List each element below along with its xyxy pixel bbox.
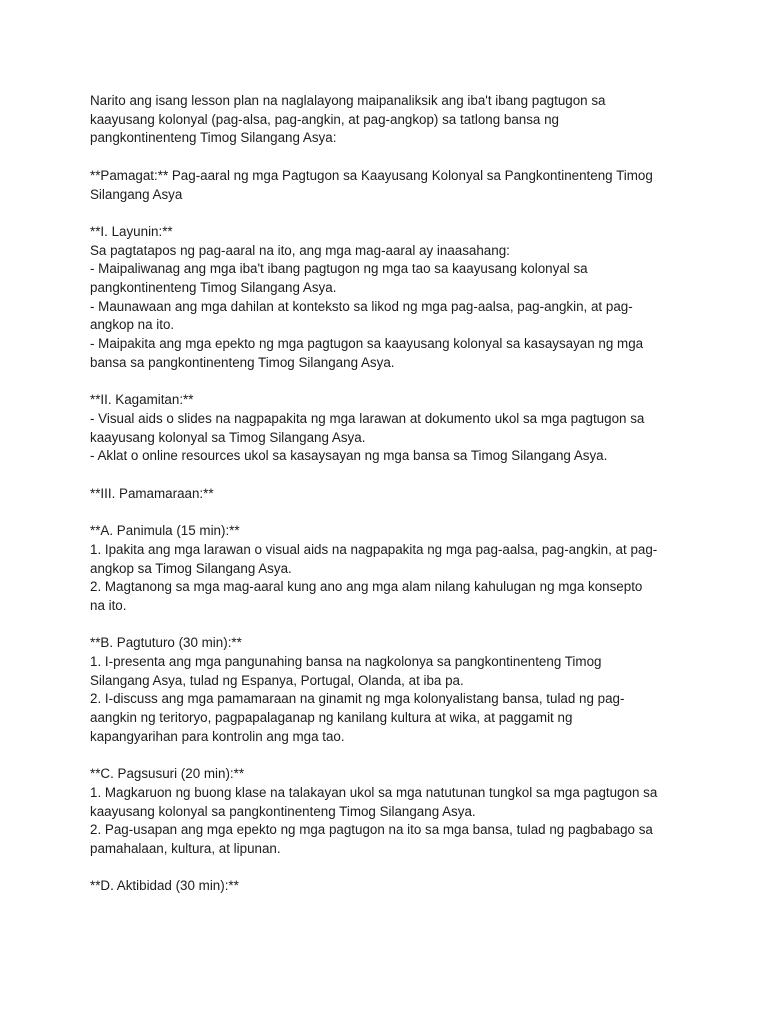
text-line: pangkontinenteng Timog Silangang Asya.	[90, 280, 337, 295]
text-line: **A. Panimula (15 min):**	[90, 523, 240, 539]
text-line: aangkin ng teritoryo, pagpapalaganap ng kanilang kultura at wika, at paggamit ng	[90, 710, 573, 726]
text-line: angkop sa Timog Silangang Asya.	[90, 560, 292, 576]
text-line: Silangang Asya	[90, 186, 183, 202]
text-line: 2. I-discuss ang mga pamamaraan na ginamit ng mga kolonyalistang bansa, tulad ng pag-	[90, 691, 625, 707]
text-line: 1. Magkaruon ng buong klase na talakayan ukol sa mga natutunan tungkol sa mga pagtugon sa	[90, 784, 658, 800]
text-line: **B. Pagtuturo (30 min):**	[90, 635, 242, 651]
text-line: pamahalaan, kultura, at lipunan.	[90, 841, 281, 857]
text-line: kaayusang kolonyal sa pangkontinenteng Timog Silangang Asya.	[90, 803, 476, 819]
document-paragraph	[90, 634, 690, 746]
text-line: **Pamagat:** Pag-aaral ng mga Pagtugon sa Kaayusang Kolonyal sa Pangkontinenteng Timog	[90, 167, 653, 183]
document-body	[90, 92, 690, 896]
document-paragraph	[90, 223, 690, 373]
text-line: 2. Magtanong sa mga mag-aaral kung ano ang mga alam nilang kahulugan ng mga konsepto	[90, 579, 643, 595]
document-paragraph	[90, 485, 690, 504]
text-line: **I. Layunin:**	[90, 223, 173, 239]
document-paragraph	[90, 391, 690, 466]
text-line: **III. Pamamaraan:**	[90, 485, 214, 501]
text-line: Narito ang isang lesson plan na naglalayong maipanaliksik ang iba't ibang pagtugon sa	[90, 93, 606, 108]
text-line: Sa pagtatapos ng pag-aaral na ito, ang mga mag-aaral ay inaasahang:	[90, 242, 510, 258]
text-line: Silangang Asya, tulad ng Espanya, Portugal, Olanda, at iba pa.	[90, 672, 464, 688]
text-line: 2. Pag-usapan ang mga epekto ng mga pagtugon na ito sa mga bansa, tulad ng pagbabago sa	[90, 822, 653, 838]
document-paragraph	[90, 877, 690, 896]
text-line: angkop na ito.	[90, 317, 175, 333]
text-line: - Maipaliwanag ang mga iba't ibang pagtugon ng mga tao sa kaayusang kolonyal sa	[90, 261, 588, 277]
text-line: **D. Aktibidad (30 min):**	[90, 878, 239, 894]
text-line: - Maipakita ang mga epekto ng mga pagtugon sa kaayusang kolonyal sa kasaysayan ng mga	[90, 336, 644, 352]
document-paragraph	[90, 765, 690, 859]
text-line: - Visual aids o slides na nagpapakita ng mga larawan at dokumento ukol sa mga pagtugon sa	[90, 410, 645, 426]
text-line: kapangyarihan para kontrolin ang mga tao.	[90, 728, 345, 744]
text-line: - Maunawaan ang mga dahilan at konteksto sa likod ng mga pag-aalsa, pag-angkin, at pag-	[90, 298, 633, 314]
text-line: kaayusang kolonyal (pag-alsa, pag-angkin, at pag-angkop) sa tatlong bansa ng	[90, 111, 559, 127]
text-line: 1. I-presenta ang mga pangunahing bansa na nagkolonya sa pangkontinenteng Timog	[90, 654, 602, 669]
text-line: **C. Pagsusuri (20 min):**	[90, 766, 245, 782]
document-paragraph	[90, 92, 690, 148]
text-line: 1. Ipakita ang mga larawan o visual aids na nagpapakita ng mga pag-aalsa, pag-angkin, at pag-	[90, 541, 658, 557]
text-line: **II. Kagamitan:**	[90, 392, 194, 408]
text-line: bansa sa pangkontinenteng Timog Silangang Asya.	[90, 354, 395, 370]
document-paragraph	[90, 522, 690, 616]
text-line: pangkontinenteng Timog Silangang Asya:	[90, 130, 337, 146]
text-line: na ito.	[90, 597, 127, 613]
text-line: kaayusang kolonyal sa Timog Silangang Asya.	[90, 429, 366, 445]
text-line: - Aklat o online resources ukol sa kasaysayan ng mga bansa sa Timog Silangang Asya.	[90, 448, 608, 464]
document-paragraph	[90, 167, 690, 204]
